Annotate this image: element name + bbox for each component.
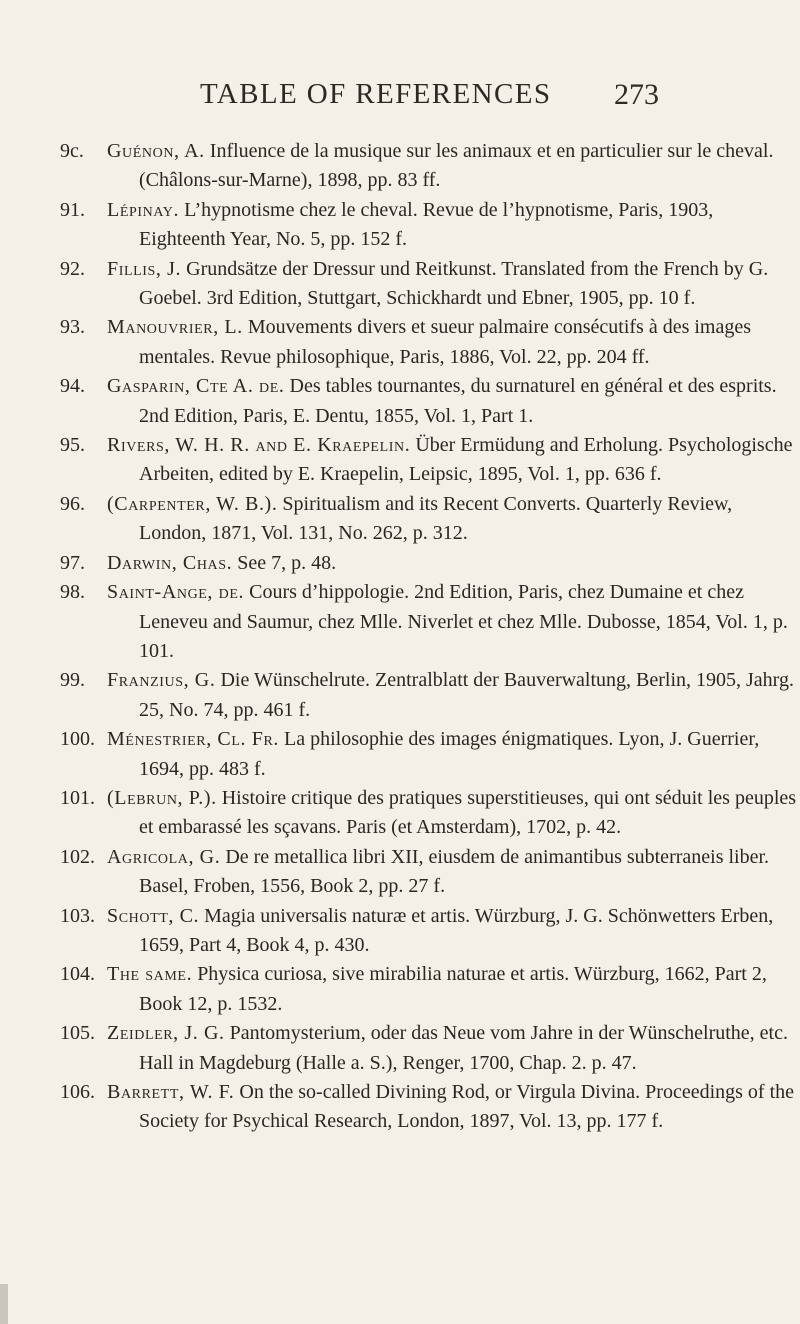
reference-item bbox=[0, 1078, 800, 1137]
reference-body bbox=[107, 1019, 799, 1078]
reference-number: 101. bbox=[60, 786, 95, 809]
reference-item bbox=[0, 431, 800, 490]
reference-number: 104. bbox=[60, 963, 95, 986]
reference-item bbox=[0, 137, 800, 196]
reference-author: Manouvrier, L. bbox=[107, 316, 243, 339]
page-title: TABLE OF REFERENCES bbox=[200, 78, 552, 110]
reference-text: See 7, p. 48. bbox=[232, 551, 337, 574]
reference-text: Grundsätze der Dressur und Reitkunst. Translated from the French by G. Goebel. 3rd Edition, Stuttgart, Schickhardt und Ebner, 1905, pp. 10 f. bbox=[139, 257, 769, 310]
reference-number: 105. bbox=[60, 1022, 95, 1045]
reference-item bbox=[0, 372, 800, 431]
reference-number: 96. bbox=[60, 492, 85, 515]
reference-number: 103. bbox=[60, 904, 95, 927]
reference-text: Cours d’hippologie. 2nd Edition, Paris, chez Dumaine et chez Leneveu and Saumur, chez Mlle. Niverlet et chez Mlle. Dubosse, 1854, Vol. 1, p. 101. bbox=[139, 581, 788, 662]
reference-number: 98. bbox=[60, 581, 85, 604]
reference-number: 100. bbox=[60, 728, 95, 751]
reference-author: The same. bbox=[107, 963, 193, 986]
reference-author: Guénon, A. bbox=[107, 140, 205, 162]
reference-item bbox=[0, 784, 800, 843]
reference-author: Gasparin, Cte A. de. bbox=[107, 375, 285, 398]
reference-text: Über Ermüdung and Erholung. Psychologische Arbeiten, edited by E. Kraepelin, Leipsic, 1895, Vol. 1, pp. 636 f. bbox=[139, 434, 793, 486]
reference-item bbox=[0, 578, 800, 666]
reference-body bbox=[107, 313, 799, 372]
reference-number: 102. bbox=[60, 845, 95, 868]
reference-body bbox=[107, 725, 799, 784]
reference-author: (Carpenter, W. B.). bbox=[107, 492, 278, 515]
reference-text: De re metallica libri XII, eiusdem de animantibus subterraneis liber. Basel, Froben, 1556, Book 2, pp. 27 f. bbox=[139, 845, 770, 898]
reference-number: 92. bbox=[60, 257, 85, 280]
reference-number: 94. bbox=[60, 375, 85, 398]
reference-number: 93. bbox=[60, 316, 85, 339]
reference-text: Mouvements divers et sueur palmaire consécutifs à des images mentales. Revue philosophique, Paris, 1886, Vol. 22, pp. 204 ff. bbox=[139, 316, 752, 368]
reference-text: On the so-called Divining Rod, or Virgula Divina. Proceedings of the Society for Psychical Research, London, 1897, Vol. 13, pp. 177 f. bbox=[139, 1081, 795, 1133]
reference-author: Agricola, G. bbox=[107, 845, 221, 868]
reference-author: Saint-Ange, de. bbox=[107, 581, 245, 604]
reference-text: Histoire critique des pratiques superstitieuses, qui ont séduit les peuples et embarassé les sçavans. Paris (et Amsterdam), 1702, p. 42. bbox=[139, 786, 797, 839]
reference-item bbox=[0, 1019, 800, 1078]
reference-number: 91. bbox=[60, 198, 85, 221]
reference-body bbox=[107, 902, 799, 961]
reference-body bbox=[107, 1078, 799, 1137]
reference-number: 9c. bbox=[60, 140, 84, 162]
reference-text: Die Wünschelrute. Zentralblatt der Bauverwaltung, Berlin, 1905, Jahrg. 25, No. 74, pp. 461 f. bbox=[139, 669, 794, 721]
reference-number: 99. bbox=[60, 669, 85, 692]
reference-author: Fillis, J. bbox=[107, 257, 182, 280]
reference-text: Magia universalis naturæ et artis. Würzburg, J. G. Schönwetters Erben, 1659, Part 4, Book 4, p. 430. bbox=[139, 904, 774, 956]
reference-body bbox=[107, 255, 799, 314]
reference-item bbox=[0, 196, 800, 255]
reference-body bbox=[107, 549, 799, 578]
reference-item bbox=[0, 255, 800, 314]
reference-text: Physica curiosa, sive mirabilia naturae et artis. Würzburg, 1662, Part 2, Book 12, p. 1532. bbox=[139, 963, 767, 1015]
reference-number: 106. bbox=[60, 1081, 95, 1103]
reference-text: Des tables tournantes, du surnaturel en général et des esprits. 2nd Edition, Paris, E. Dentu, 1855, Vol. 1, Part 1. bbox=[139, 375, 777, 427]
reference-body bbox=[107, 431, 799, 490]
reference-list bbox=[0, 137, 800, 1137]
page-number: 273 bbox=[614, 78, 659, 111]
reference-author: Ménestrier, Cl. Fr. bbox=[107, 728, 279, 751]
reference-item bbox=[0, 843, 800, 902]
reference-number: 97. bbox=[60, 551, 85, 574]
reference-body bbox=[107, 372, 799, 431]
reference-author: Schott, C. bbox=[107, 904, 200, 927]
reference-author: Barrett, W. F. bbox=[107, 1081, 235, 1103]
reference-text: Spiritualism and its Recent Converts. Quarterly Review, London, 1871, Vol. 131, No. 262, p. 312. bbox=[139, 492, 733, 545]
reference-body bbox=[107, 784, 799, 843]
reference-item bbox=[0, 666, 800, 725]
reference-author: Lépinay. bbox=[107, 198, 180, 221]
reference-body bbox=[107, 843, 799, 902]
reference-author: Darwin, Chas. bbox=[107, 551, 233, 574]
reference-text: La philosophie des images énigmatiques. Lyon, J. Guerrier, 1694, pp. 483 f. bbox=[139, 728, 760, 780]
reference-text: L’hypnotisme chez le cheval. Revue de l’hypnotisme, Paris, 1903, Eighteenth Year, No. 5, pp. 152 f. bbox=[139, 198, 714, 251]
reference-item bbox=[0, 313, 800, 372]
reference-body bbox=[107, 490, 799, 549]
reference-text: Pantomysterium, oder das Neue vom Jahre in der Wünschelruthe, etc. Hall in Magdeburg (Halle a. S.), Renger, 1700, Chap. 2. p. 47. bbox=[139, 1022, 788, 1074]
reference-author: Franzius, G. bbox=[107, 669, 216, 692]
page-header bbox=[0, 78, 800, 118]
reference-body bbox=[107, 960, 799, 1019]
reference-body bbox=[107, 196, 799, 255]
reference-item bbox=[0, 960, 800, 1019]
reference-author: Zeidler, J. G. bbox=[107, 1022, 225, 1045]
page-edge bbox=[0, 1284, 8, 1324]
reference-item bbox=[0, 549, 800, 578]
reference-body bbox=[107, 578, 799, 666]
reference-author: Rivers, W. H. R. and E. Kraepelin. bbox=[107, 434, 411, 457]
reference-item bbox=[0, 902, 800, 961]
reference-author: (Lebrun, P.). bbox=[107, 786, 217, 809]
reference-item bbox=[0, 725, 800, 784]
reference-item bbox=[0, 490, 800, 549]
reference-body bbox=[107, 666, 799, 725]
reference-text: Influence de la musique sur les animaux et en particulier sur le cheval. (Châlons-sur-Marne), 1898, pp. 83 ff. bbox=[139, 140, 774, 192]
reference-number: 95. bbox=[60, 434, 85, 457]
reference-body bbox=[107, 137, 799, 196]
